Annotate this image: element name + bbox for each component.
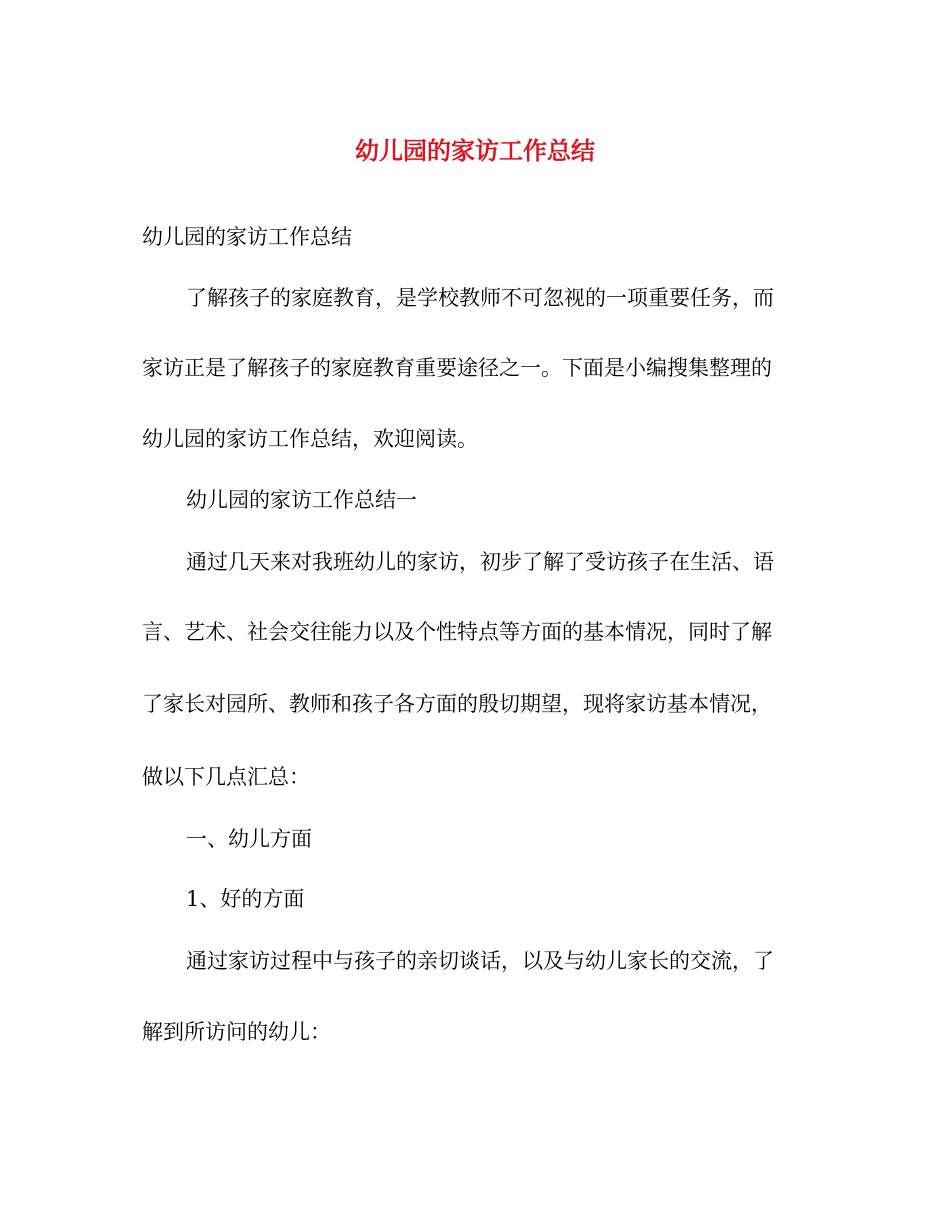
section-heading: 一、幼儿方面 [186,827,312,851]
paragraph-line: 做以下几点汇总： [142,765,310,789]
paragraph-line: 了家长对园所、教师和孩子各方面的殷切期望，现将家访基本情况， [142,692,772,716]
paragraph-line: 通过几天来对我班幼儿的家访，初步了解了受访孩子在生活、语 [186,550,774,574]
paragraph-line: 言、艺术、社会交往能力以及个性特点等方面的基本情况，同时了解 [142,620,772,644]
paragraph-line: 家访正是了解孩子的家庭教育重要途径之一。下面是小编搜集整理的 [142,356,772,380]
subsection-heading: 1、好的方面 [186,887,305,911]
section-heading: 幼儿园的家访工作总结一 [186,488,417,512]
paragraph-line: 解到所访问的幼儿： [142,1020,331,1044]
subtitle-line: 幼儿园的家访工作总结 [142,225,352,249]
paragraph-line: 通过家访过程中与孩子的亲切谈话，以及与幼儿家长的交流，了 [186,949,774,973]
document-title: 幼儿园的家访工作总结 [355,136,595,165]
paragraph-line: 了解孩子的家庭教育，是学校教师不可忽视的一项重要任务，而 [186,286,774,310]
paragraph-line: 幼儿园的家访工作总结，欢迎阅读。 [142,427,478,451]
